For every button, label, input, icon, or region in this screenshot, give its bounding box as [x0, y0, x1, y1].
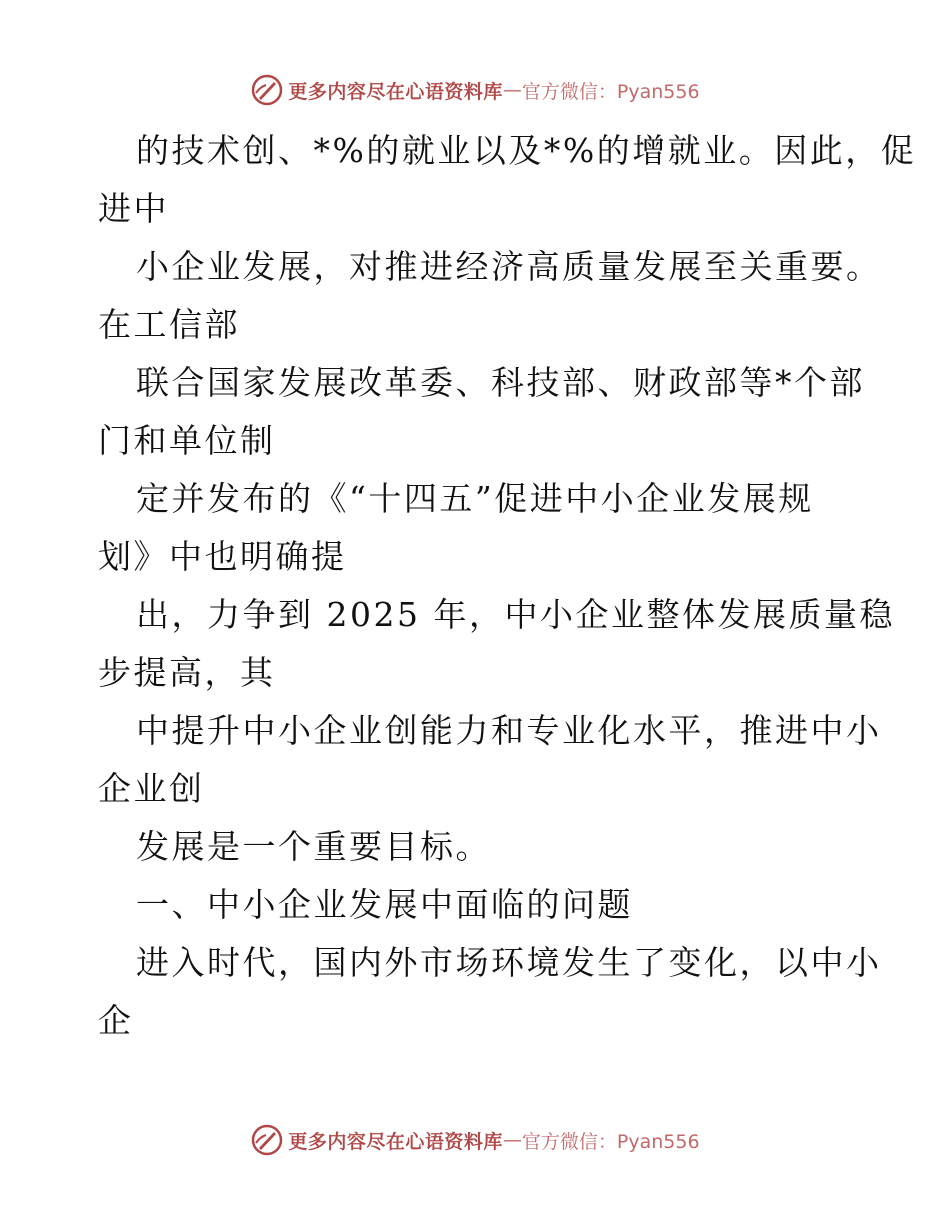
text-line: 步提高，其	[98, 653, 276, 692]
watermark-brand: 更多内容尽在心语资料库	[288, 1130, 503, 1153]
text-line: 出，力争到 2025 年，中小企业整体发展质量稳	[136, 595, 895, 634]
text-line: 小企业发展，对推进经济高质量发展至关重要。	[136, 247, 882, 286]
text-line: 门和单位制	[98, 421, 276, 460]
text-line: 的技术创、*%的就业以及*%的增就业。因此，促	[136, 131, 917, 170]
text-line: 企业创	[98, 769, 205, 808]
watermark-brand: 更多内容尽在心语资料库	[288, 80, 503, 103]
footer-watermark	[0, 1120, 950, 1160]
text-line: 中提升中小企业创能力和专业化水平，推进中小	[136, 711, 882, 750]
text-line: 发展是一个重要目标。	[136, 827, 491, 866]
text-line: 划》中也明确提	[98, 537, 347, 576]
watermark-contact: 官方微信：Pyan556	[521, 1130, 700, 1153]
watermark-contact: 官方微信：Pyan556	[521, 80, 700, 103]
section-heading: 一、中小企业发展中面临的问题	[136, 885, 633, 924]
text-line: 在工信部	[98, 305, 240, 344]
watermark-dash: —	[502, 79, 522, 101]
text-line: 定并发布的《“十四五”促进中小企业发展规	[136, 479, 814, 518]
header-watermark	[0, 70, 950, 110]
text-line: 企	[98, 1001, 134, 1040]
watermark-dash: —	[502, 1129, 522, 1151]
text-line: 联合国家发展改革委、科技部、财政部等*个部	[136, 363, 865, 402]
quill-pen-circle-icon	[250, 1123, 284, 1157]
document-body	[98, 122, 917, 1050]
quill-pen-circle-icon	[250, 73, 284, 107]
text-line: 进中	[98, 189, 169, 228]
text-line: 进入时代，国内外市场环境发生了变化，以中小	[136, 943, 882, 982]
